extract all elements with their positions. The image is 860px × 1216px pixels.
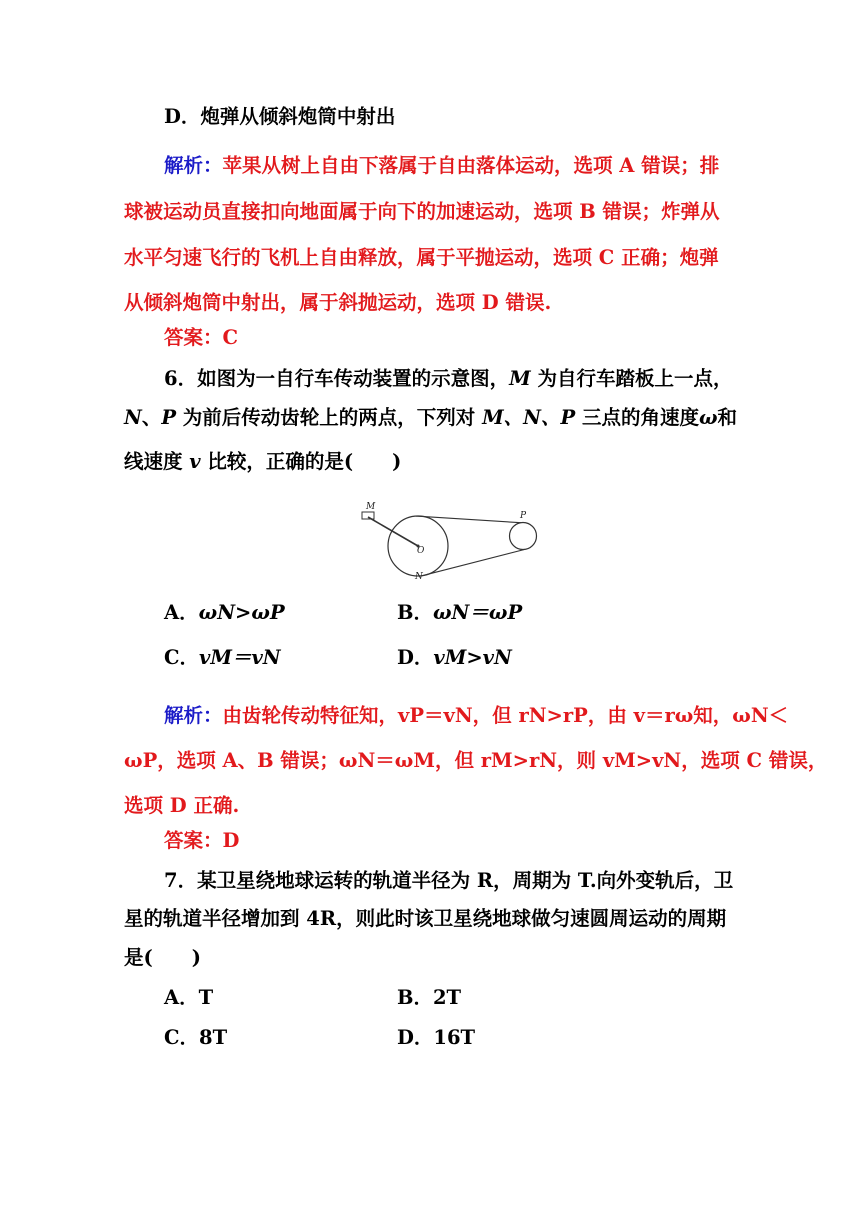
q6-options-row-2 — [164, 646, 512, 670]
q5-analysis-line-3: 水平匀速飞行的飞机上自由释放，属于平抛运动，选项 C 正确；炮弹 — [124, 246, 719, 269]
q7-options-row-1 — [164, 986, 462, 1010]
q5-answer: 答案：C — [164, 326, 239, 349]
label-n: N — [415, 572, 423, 582]
q6-analysis-line-2: ωP，选项 A、B 错误；ωN＝ωM，但 rM>rN，则 vM>vN，选项 C 错误， — [124, 749, 828, 772]
q6-option-c[interactable]: C．vM＝vN — [164, 646, 281, 669]
q7-option-b[interactable]: B．2T — [397, 986, 462, 1009]
pedal-rect — [362, 512, 374, 519]
label-m: M — [366, 502, 376, 512]
bicycle-transmission-diagram — [358, 498, 548, 584]
label-p: P — [520, 511, 527, 521]
q6-option-b[interactable]: B．ωN＝ωP — [397, 601, 523, 624]
q7-option-c[interactable]: C．8T — [164, 1026, 228, 1049]
q7-stem-line-2: 星的轨道半径增加到 4R，则此时该卫星绕地球做匀速圆周运动的周期 — [124, 907, 727, 930]
q6-option-d[interactable]: D．vM>vN — [397, 646, 512, 669]
q6-analysis-line-3: 选项 D 正确. — [124, 794, 240, 817]
q6-options-row-1 — [164, 601, 523, 625]
q6-stem-line-2: N、P 为前后传动齿轮上的两点，下列对 M、N、P 三点的角速度ω和 — [124, 406, 738, 429]
q5-analysis-line-2: 球被运动员直接扣向地面属于向下的加速运动，选项 B 错误；炸弹从 — [124, 200, 720, 223]
q7-option-d[interactable]: D．16T — [397, 1026, 476, 1049]
q7-stem-line-3: 是( ) — [124, 946, 201, 969]
q6-stem-line-1: 6．如图为一自行车传动装置的示意图，M 为自行车踏板上一点， — [164, 367, 733, 390]
q6-answer: 答案：D — [164, 829, 240, 852]
q5-analysis-label: 解析： — [164, 154, 223, 177]
q5-analysis-line-4: 从倾斜炮筒中射出，属于斜抛运动，选项 D 错误. — [124, 291, 552, 314]
label-o: O — [417, 546, 425, 556]
crank-line — [368, 517, 418, 546]
rear-gear-circle — [510, 523, 537, 550]
q6-option-a[interactable]: A．ωN>ωP — [164, 601, 285, 624]
q7-stem-line-1: 7．某卫星绕地球运转的轨道半径为 R，周期为 T.向外变轨后，卫 — [164, 869, 734, 892]
q7-option-a[interactable]: A．T — [164, 986, 214, 1009]
q5-option-d: D．炮弹从倾斜炮筒中射出 — [164, 105, 396, 128]
q5-analysis-line-1: 解析：苹果从树上自由下落属于自由落体运动，选项 A 错误；排 — [164, 154, 720, 177]
q6-analysis-line-1: 解析：由齿轮传动特征知，vP＝vN，但 rN>rP，由 v＝rω知，ωN＜ — [164, 704, 789, 727]
chain-bottom — [422, 549, 525, 575]
q6-stem-line-3: 线速度 v 比较，正确的是( ) — [124, 450, 402, 473]
q7-options-row-2 — [164, 1026, 476, 1050]
q6-analysis-label: 解析： — [164, 704, 223, 727]
